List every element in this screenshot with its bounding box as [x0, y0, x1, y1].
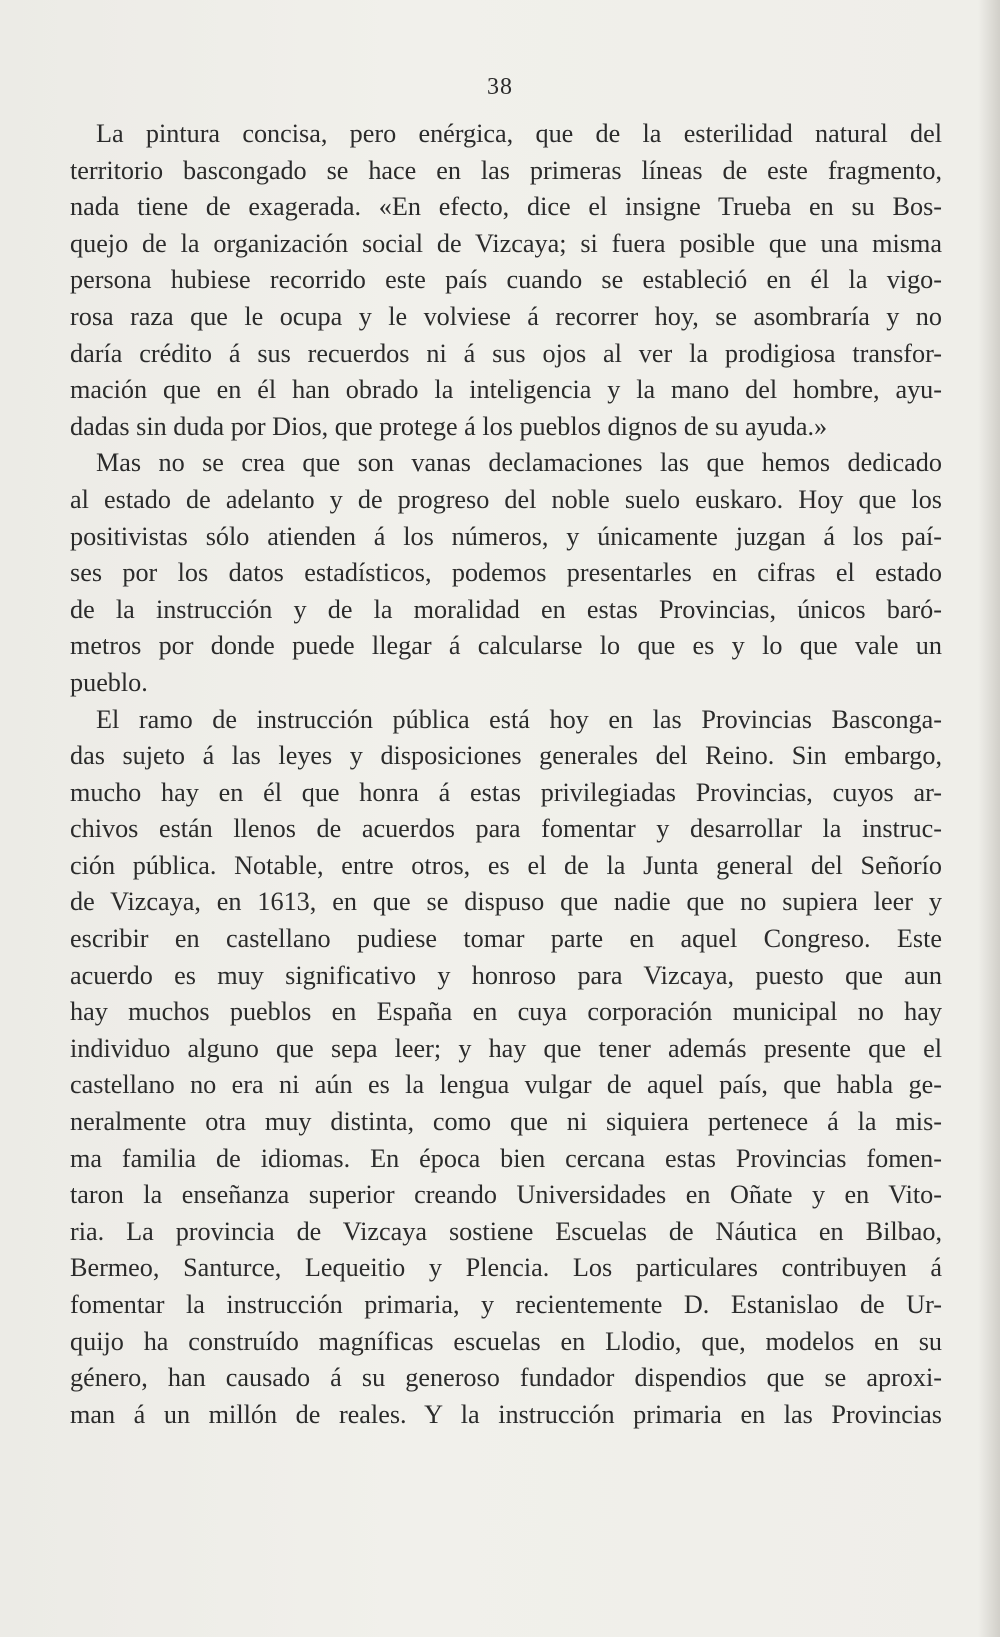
text-line: ción pública. Notable, entre otros, es el de la Junta general del Señorío [70, 850, 942, 880]
text-line: castellano no era ni aún es la lengua vulgar de aquel país, que habla ge- [70, 1070, 942, 1100]
text-line: chivos están llenos de acuerdos para fomentar y desarrollar la instruc- [70, 814, 942, 844]
text-line: ria. La provincia de Vizcaya sostiene Escuelas de Náutica en Bilbao, [70, 1216, 942, 1246]
body-text [70, 116, 942, 1433]
text-line: acuerdo es muy significativo y honroso para Vizcaya, puesto que aun [70, 960, 942, 990]
page-edge-shadow [978, 0, 1000, 1637]
text-line: La pintura concisa, pero enérgica, que de la esterilidad natural del [96, 119, 942, 148]
text-line: metros por donde puede llegar á calcularse lo que es y lo que vale un [70, 631, 942, 661]
text-line: quejo de la organización social de Vizcaya; si fuera posible que una misma [70, 228, 942, 258]
page-number: 38 [487, 74, 513, 100]
text-line: Mas no se crea que son vanas declamaciones las que hemos dedicado [96, 448, 942, 478]
text-line: das sujeto á las leyes y disposiciones generales del Reino. Sin embargo, [70, 741, 942, 771]
text-line: El ramo de instrucción pública está hoy en las Provincias Basconga- [96, 704, 942, 734]
text-line: daría crédito á sus recuerdos ni á sus ojos al ver la prodigiosa transfor- [70, 338, 942, 368]
text-line: positivistas sólo atienden á los números, y únicamente juzgan á los paí- [70, 521, 942, 551]
text-line: ma familia de idiomas. En época bien cercana estas Provincias fomen- [70, 1143, 942, 1173]
text-line: escribir en castellano pudiese tomar parte en aquel Congreso. Este [70, 924, 942, 954]
text-line: man á un millón de reales. Y la instrucción primaria en las Provincias [70, 1399, 942, 1429]
text-line: territorio bascongado se hace en las primeras líneas de este fragmento, [70, 155, 942, 185]
text-line: al estado de adelanto y de progreso del noble suelo euskaro. Hoy que los [70, 484, 942, 514]
text-line: nada tiene de exagerada. «En efecto, dice el insigne Trueba en su Bos- [70, 192, 942, 222]
text-line: fomentar la instrucción primaria, y recientemente D. Estanislao de Ur- [70, 1290, 942, 1319]
text-line: quijo ha construído magníficas escuelas en Llodio, que, modelos en su [70, 1326, 942, 1356]
text-line: mación que en él han obrado la inteligencia y la mano del hombre, ayu- [70, 375, 942, 405]
text-line: de la instrucción y de la moralidad en estas Provincias, únicos baró- [70, 594, 942, 624]
text-line: rosa raza que le ocupa y le volviese á recorrer hoy, se asombraría y no [70, 301, 942, 331]
text-line: persona hubiese recorrido este país cuando se estableció en él la vigo- [70, 265, 942, 295]
text-line: dadas sin duda por Dios, que protege á los pueblos dignos de su ayuda.» [70, 411, 828, 441]
text-line: Bermeo, Santurce, Lequeitio y Plencia. Los particulares contribuyen á [70, 1253, 942, 1283]
text-line: género, han causado á su generoso fundador dispendios que se aproxi- [70, 1363, 942, 1393]
text-line: hay muchos pueblos en España en cuya corporación municipal no hay [70, 997, 942, 1027]
text-line: individuo alguno que sepa leer; y hay que tener además presente que el [70, 1033, 942, 1063]
text-line: de Vizcaya, en 1613, en que se dispuso que nadie que no supiera leer y [70, 887, 942, 917]
text-line: pueblo. [70, 667, 148, 697]
text-line: neralmente otra muy distinta, como que ni siquiera pertenece á la mis- [70, 1107, 942, 1137]
text-line: mucho hay en él que honra á estas privilegiadas Provincias, cuyos ar- [70, 777, 942, 807]
text-line: ses por los datos estadísticos, podemos presentarles en cifras el estado [70, 558, 942, 588]
text-line: taron la enseñanza superior creando Universidades en Oñate y en Vito- [70, 1180, 942, 1210]
